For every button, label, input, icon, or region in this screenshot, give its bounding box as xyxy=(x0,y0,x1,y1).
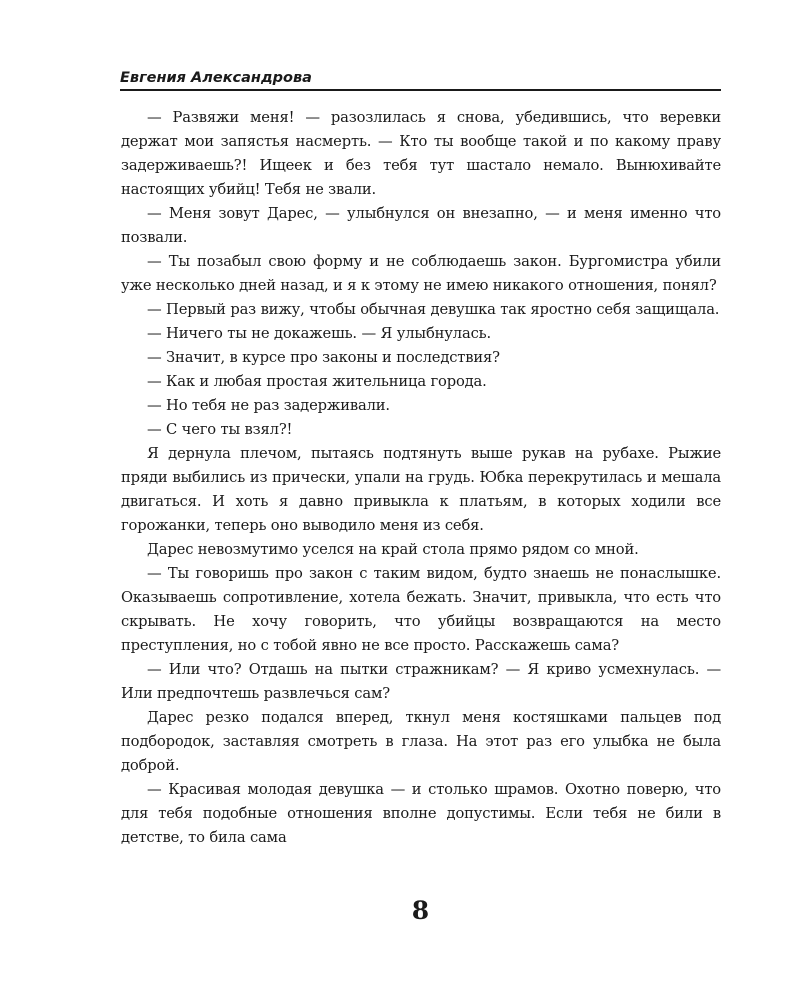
paragraph: — Ты говоришь про закон с таким видом, будто знаешь не понаслышке. Оказываешь сопротивление, хотела бежать. Значит, привыкла, что есть что скрывать. Не хочу говорить, что убийцы возвращаются на место преступления, но с тобой явно не все просто. Расскажешь сама? xyxy=(121,565,721,654)
paragraph: — Значит, в курсе про законы и последствия? xyxy=(147,349,500,366)
page-number: 8 xyxy=(411,896,430,925)
paragraph: — Ты позабыл свою форму и не соблюдаешь закон. Бургомистра убили уже несколько дней назад, и я к этому не имею никакого отношения, понял? xyxy=(121,253,721,294)
paragraph: — Или что? Отдашь на пытки стражникам? — Я криво усмехнулась. — Или предпочтешь развлечься сам? xyxy=(121,661,721,702)
paragraph: Дарес резко подался вперед, ткнул меня костяшками пальцев под подбородок, заставляя смотреть в глаза. На этот раз его улыбка не была доброй. xyxy=(121,709,721,774)
paragraph: Дарес невозмутимо уселся на край стола прямо рядом со мной. xyxy=(147,541,639,558)
paragraph: — С чего ты взял?! xyxy=(147,421,293,438)
paragraph: — Красивая молодая девушка — и столько шрамов. Охотно поверю, что для тебя подобные отношения вполне допустимы. Если тебя не били в детстве, то била сама xyxy=(121,781,721,846)
running-header-author: Евгения Александрова xyxy=(120,70,312,86)
paragraph: — Первый раз вижу, чтобы обычная девушка так яростно себя защищала. xyxy=(147,301,720,318)
header-rule xyxy=(120,89,721,91)
body-text xyxy=(121,106,721,850)
paragraph: — Как и любая простая жительница города. xyxy=(147,373,487,390)
paragraph: — Развяжи меня! — разозлилась я снова, убедившись, что веревки держат мои запястья насмерть. — Кто ты вообще такой и по какому праву задерживаешь?! Ищеек и без тебя тут шастало немало. Вынюхивайте настоящих убийц! Тебя не звали. xyxy=(121,109,721,198)
paragraph: — Ничего ты не докажешь. — Я улыбнулась. xyxy=(147,325,492,342)
paragraph: Я дернула плечом, пытаясь подтянуть выше рукав на рубахе. Рыжие пряди выбились из прически, упали на грудь. Юбка перекрутилась и мешала двигаться. И хоть я давно привыкла к платьям, в которых ходили все горожанки, теперь оно выводило меня из себя. xyxy=(121,445,721,534)
paragraph: — Но тебя не раз задерживали. xyxy=(147,397,390,414)
paragraph: — Меня зовут Дарес, — улыбнулся он внезапно, — и меня именно что позвали. xyxy=(121,205,721,246)
